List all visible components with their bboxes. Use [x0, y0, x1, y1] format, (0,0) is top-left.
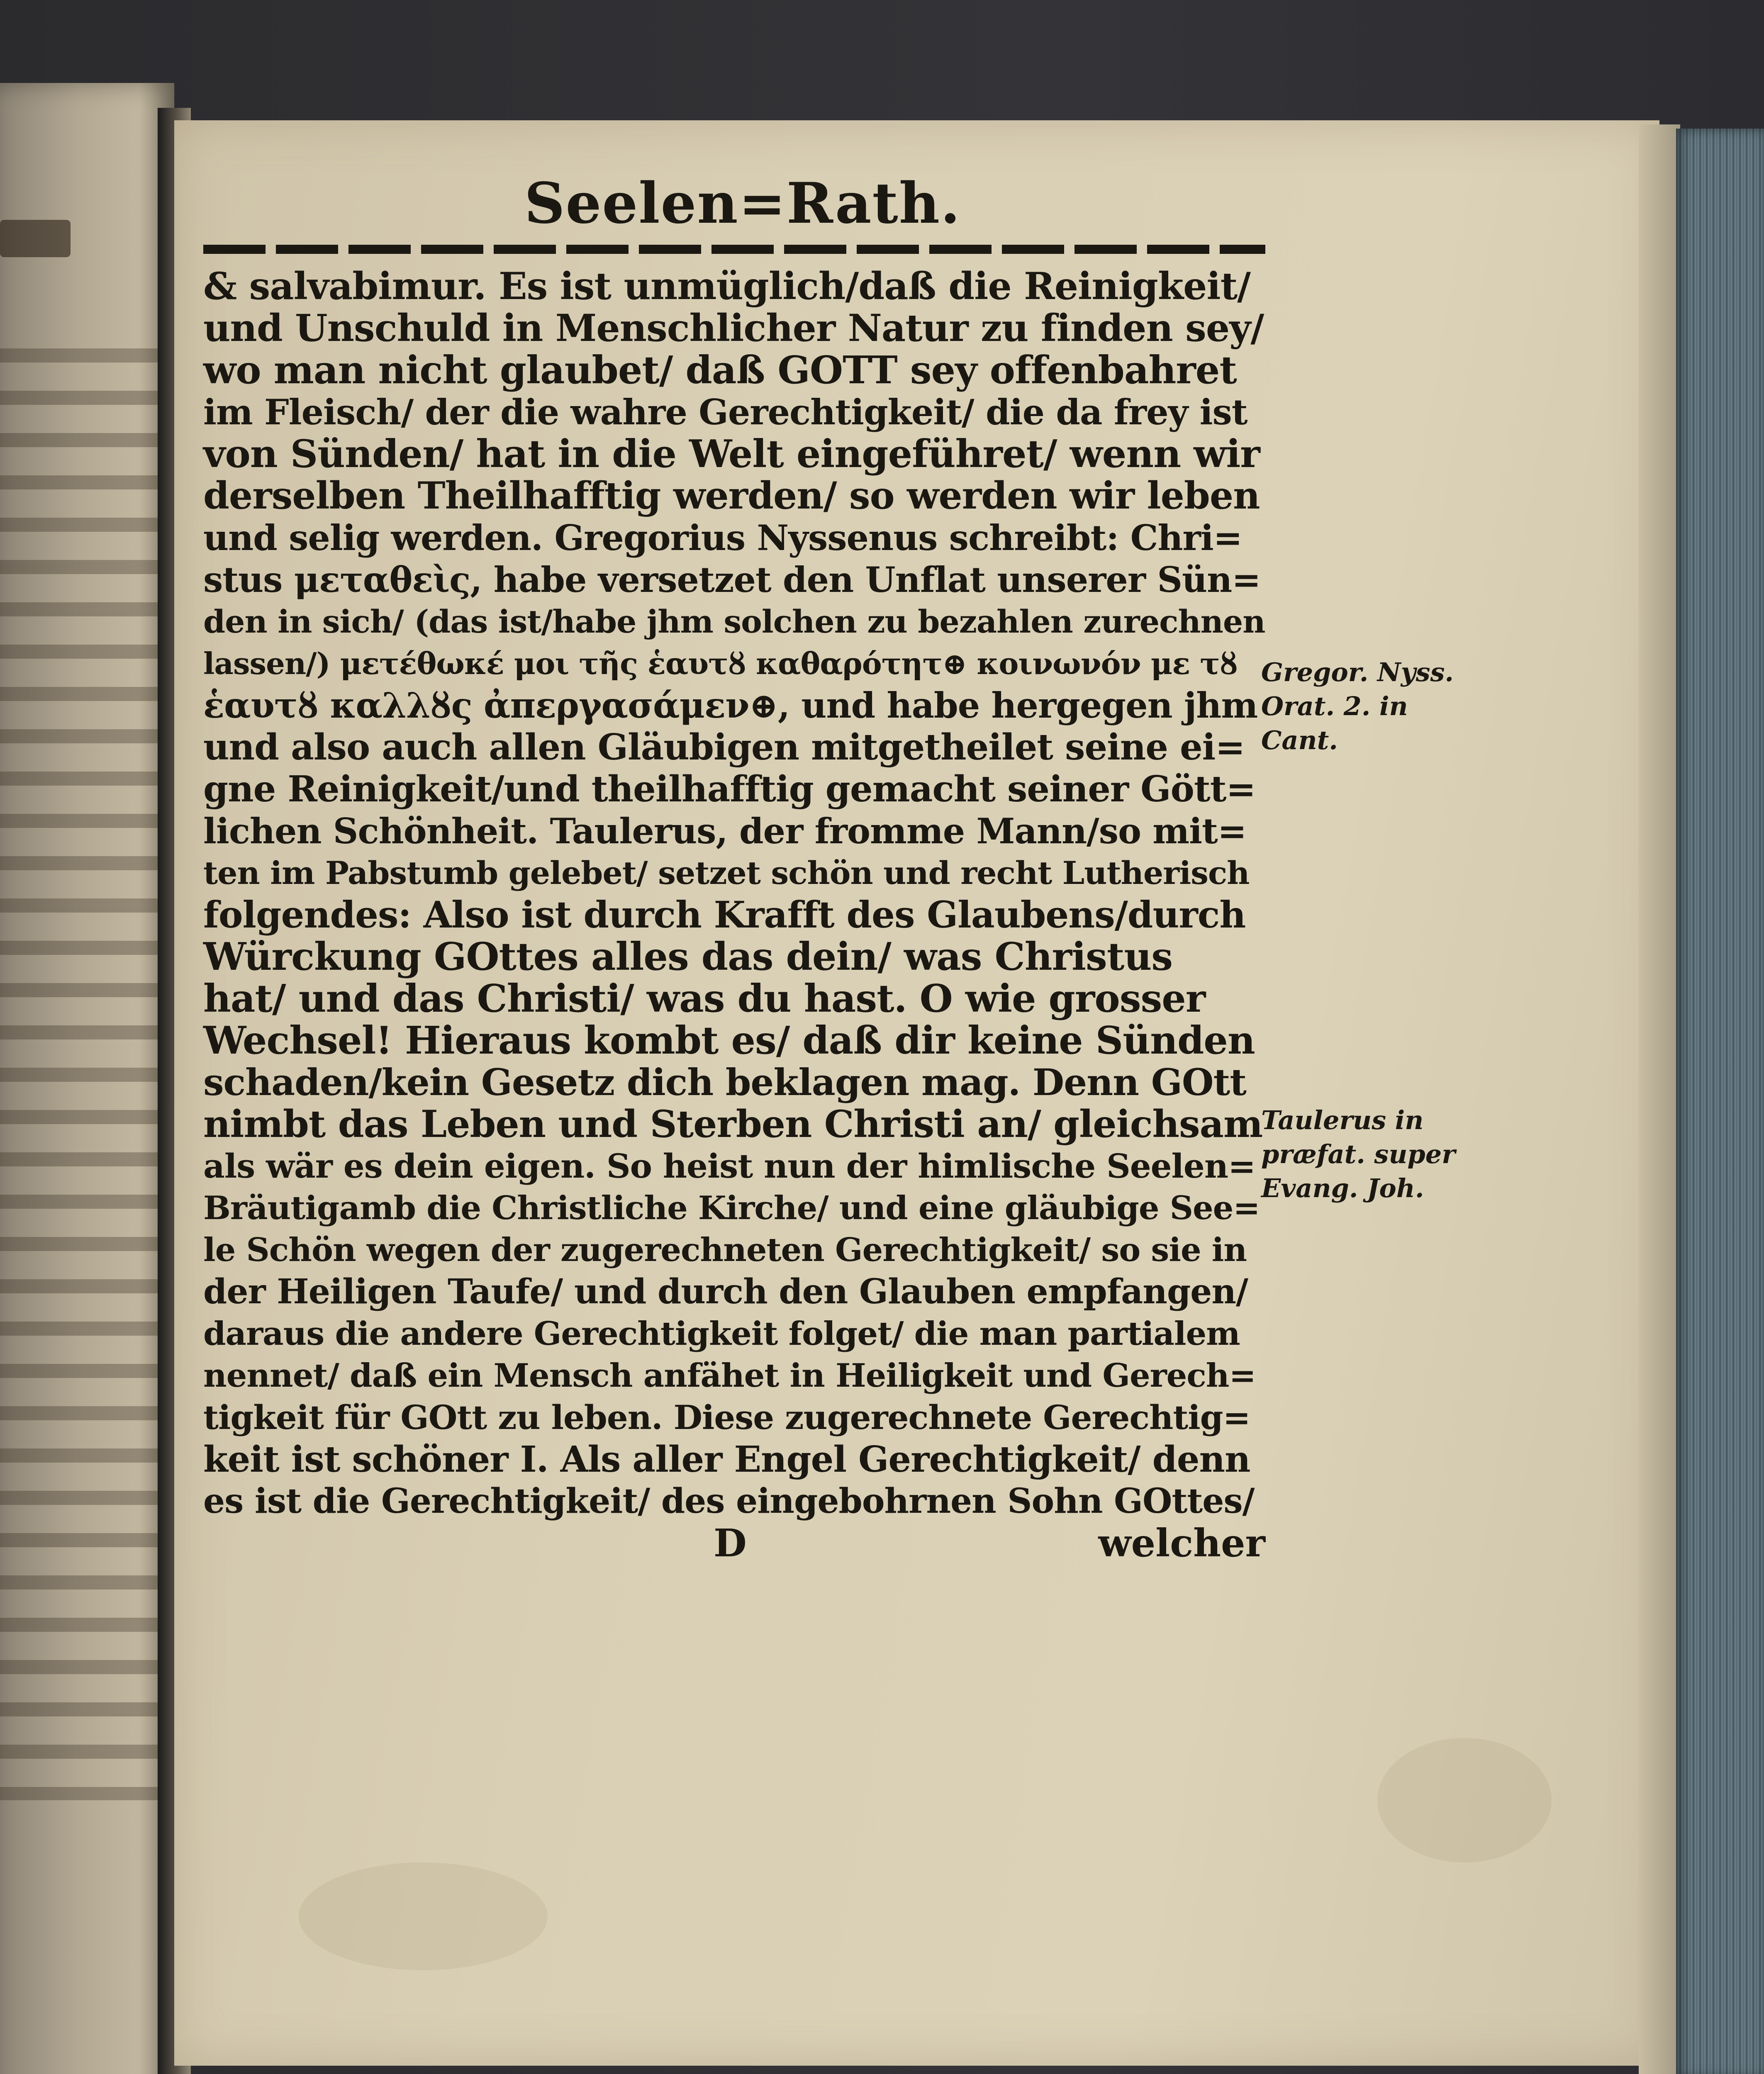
margin-note-line: Taulerus in [1261, 1105, 1424, 1135]
text-line: folgendes: Also ist durch Krafft des Glaubens/durch [203, 893, 1246, 936]
text-line: derselben Theilhafftig werden/ so werden wir leben [203, 474, 1260, 518]
text-line: schaden/kein Gesetz dich beklagen mag. Denn GOtt [203, 1061, 1246, 1104]
text-line: lichen Schönheit. Taulerus, der fromme Mann/so mit= [203, 811, 1247, 852]
book-fore-edge [1676, 129, 1764, 2074]
margin-note-line: Cant. [1261, 725, 1338, 755]
text-line: stus μεταθεὶς, habe versetzet den Unflat unserer Sün= [203, 559, 1261, 600]
margin-note-line: Orat. 2. in [1261, 691, 1408, 721]
text-line: der Heiligen Taufe/ und durch den Glauben empfangen/ [203, 1272, 1248, 1312]
text-line: und Unschuld in Menschlicher Natur zu finden sey/ [203, 306, 1264, 350]
text-line: Wechsel! Hieraus kombt es/ daß dir keine Sünden [203, 1018, 1255, 1063]
running-header: Seelen=Rath. [524, 170, 961, 236]
text-line: gne Reinigkeit/und theilhafftig gemacht seiner Gött= [203, 768, 1256, 810]
body-text [203, 265, 1265, 1522]
text-line: hat/ und das Christi/ was du hast. O wie grosser [203, 976, 1206, 1021]
margin-note-gregory [1261, 655, 1454, 757]
text-line: lassen/) μετέθωκέ μοι τῆς ἑαυτȣ καθαρότητ⊕ κοινωνόν με τȣ [203, 646, 1238, 681]
text-line: von Sünden/ hat in die Welt eingeführet/ wenn wir [203, 431, 1260, 476]
previous-page-text [0, 348, 166, 1800]
margin-note-line: Gregor. Nyss. [1261, 657, 1454, 687]
text-line: nennet/ daß ein Mensch anfähet in Heiligkeit und Gerech= [203, 1357, 1256, 1395]
margin-note-line: Evang. Joh. [1261, 1173, 1424, 1203]
page-edge [1639, 124, 1680, 2074]
text-line: Würckung GOttes alles das dein/ was Christus [203, 934, 1173, 979]
text-line: Bräutigamb die Christliche Kirche/ und eine gläubige See= [203, 1189, 1260, 1227]
margin-note-line: præfat. super [1261, 1139, 1455, 1169]
catchword: welcher [1098, 1521, 1265, 1565]
main-text-column [203, 166, 1265, 1564]
previous-page-header [0, 220, 71, 257]
page-footer [203, 1522, 1265, 1564]
text-line: wo man nicht glaubet/ daß GOTT sey offenbahret [203, 348, 1237, 392]
text-line: ἑαυτȣ καλλȣς ἀπεργασάμεν⊕, und habe hergegen jhm [203, 685, 1258, 726]
text-line: ten im Pabstumb gelebet/ setzet schön und recht Lutherisch [203, 854, 1250, 891]
text-line: le Schön wegen der zugerechneten Gerechtigkeit/ so sie in [203, 1231, 1247, 1269]
text-line: als wär es dein eigen. So heist nun der himlische Seelen= [203, 1147, 1256, 1185]
text-line: nimbt das Leben und Sterben Christi an/ gleichsam [203, 1102, 1263, 1146]
text-line: daraus die andere Gerechtigkeit folget/ die man partialem [203, 1315, 1240, 1353]
signature-mark: D [714, 1521, 747, 1565]
margin-note-tauler [1261, 1103, 1455, 1205]
text-line: im Fleisch/ der die wahre Gerechtigkeit/ die da frey ist [203, 392, 1247, 433]
text-line: es ist die Gerechtigkeit/ des eingebohrnen Sohn GOttes/ [203, 1481, 1255, 1521]
text-line: den in sich/ (das ist/habe jhm solchen zu bezahlen zurechnen [203, 603, 1265, 640]
text-line: und also auch allen Gläubigen mitgetheilet seine ei= [203, 726, 1245, 768]
previous-page [0, 83, 174, 2074]
header-rule [203, 245, 1265, 254]
text-line: und selig werden. Gregorius Nyssenus schreibt: Chri= [203, 517, 1243, 558]
text-line: keit ist schöner I. Als aller Engel Gerechtigkeit/ denn [203, 1439, 1250, 1480]
text-line: & salvabimur. Es ist unmüglich/daß die Reinigkeit/ [203, 264, 1251, 308]
text-line: tigkeit für GOtt zu leben. Diese zugerechnete Gerechtig= [203, 1398, 1250, 1437]
